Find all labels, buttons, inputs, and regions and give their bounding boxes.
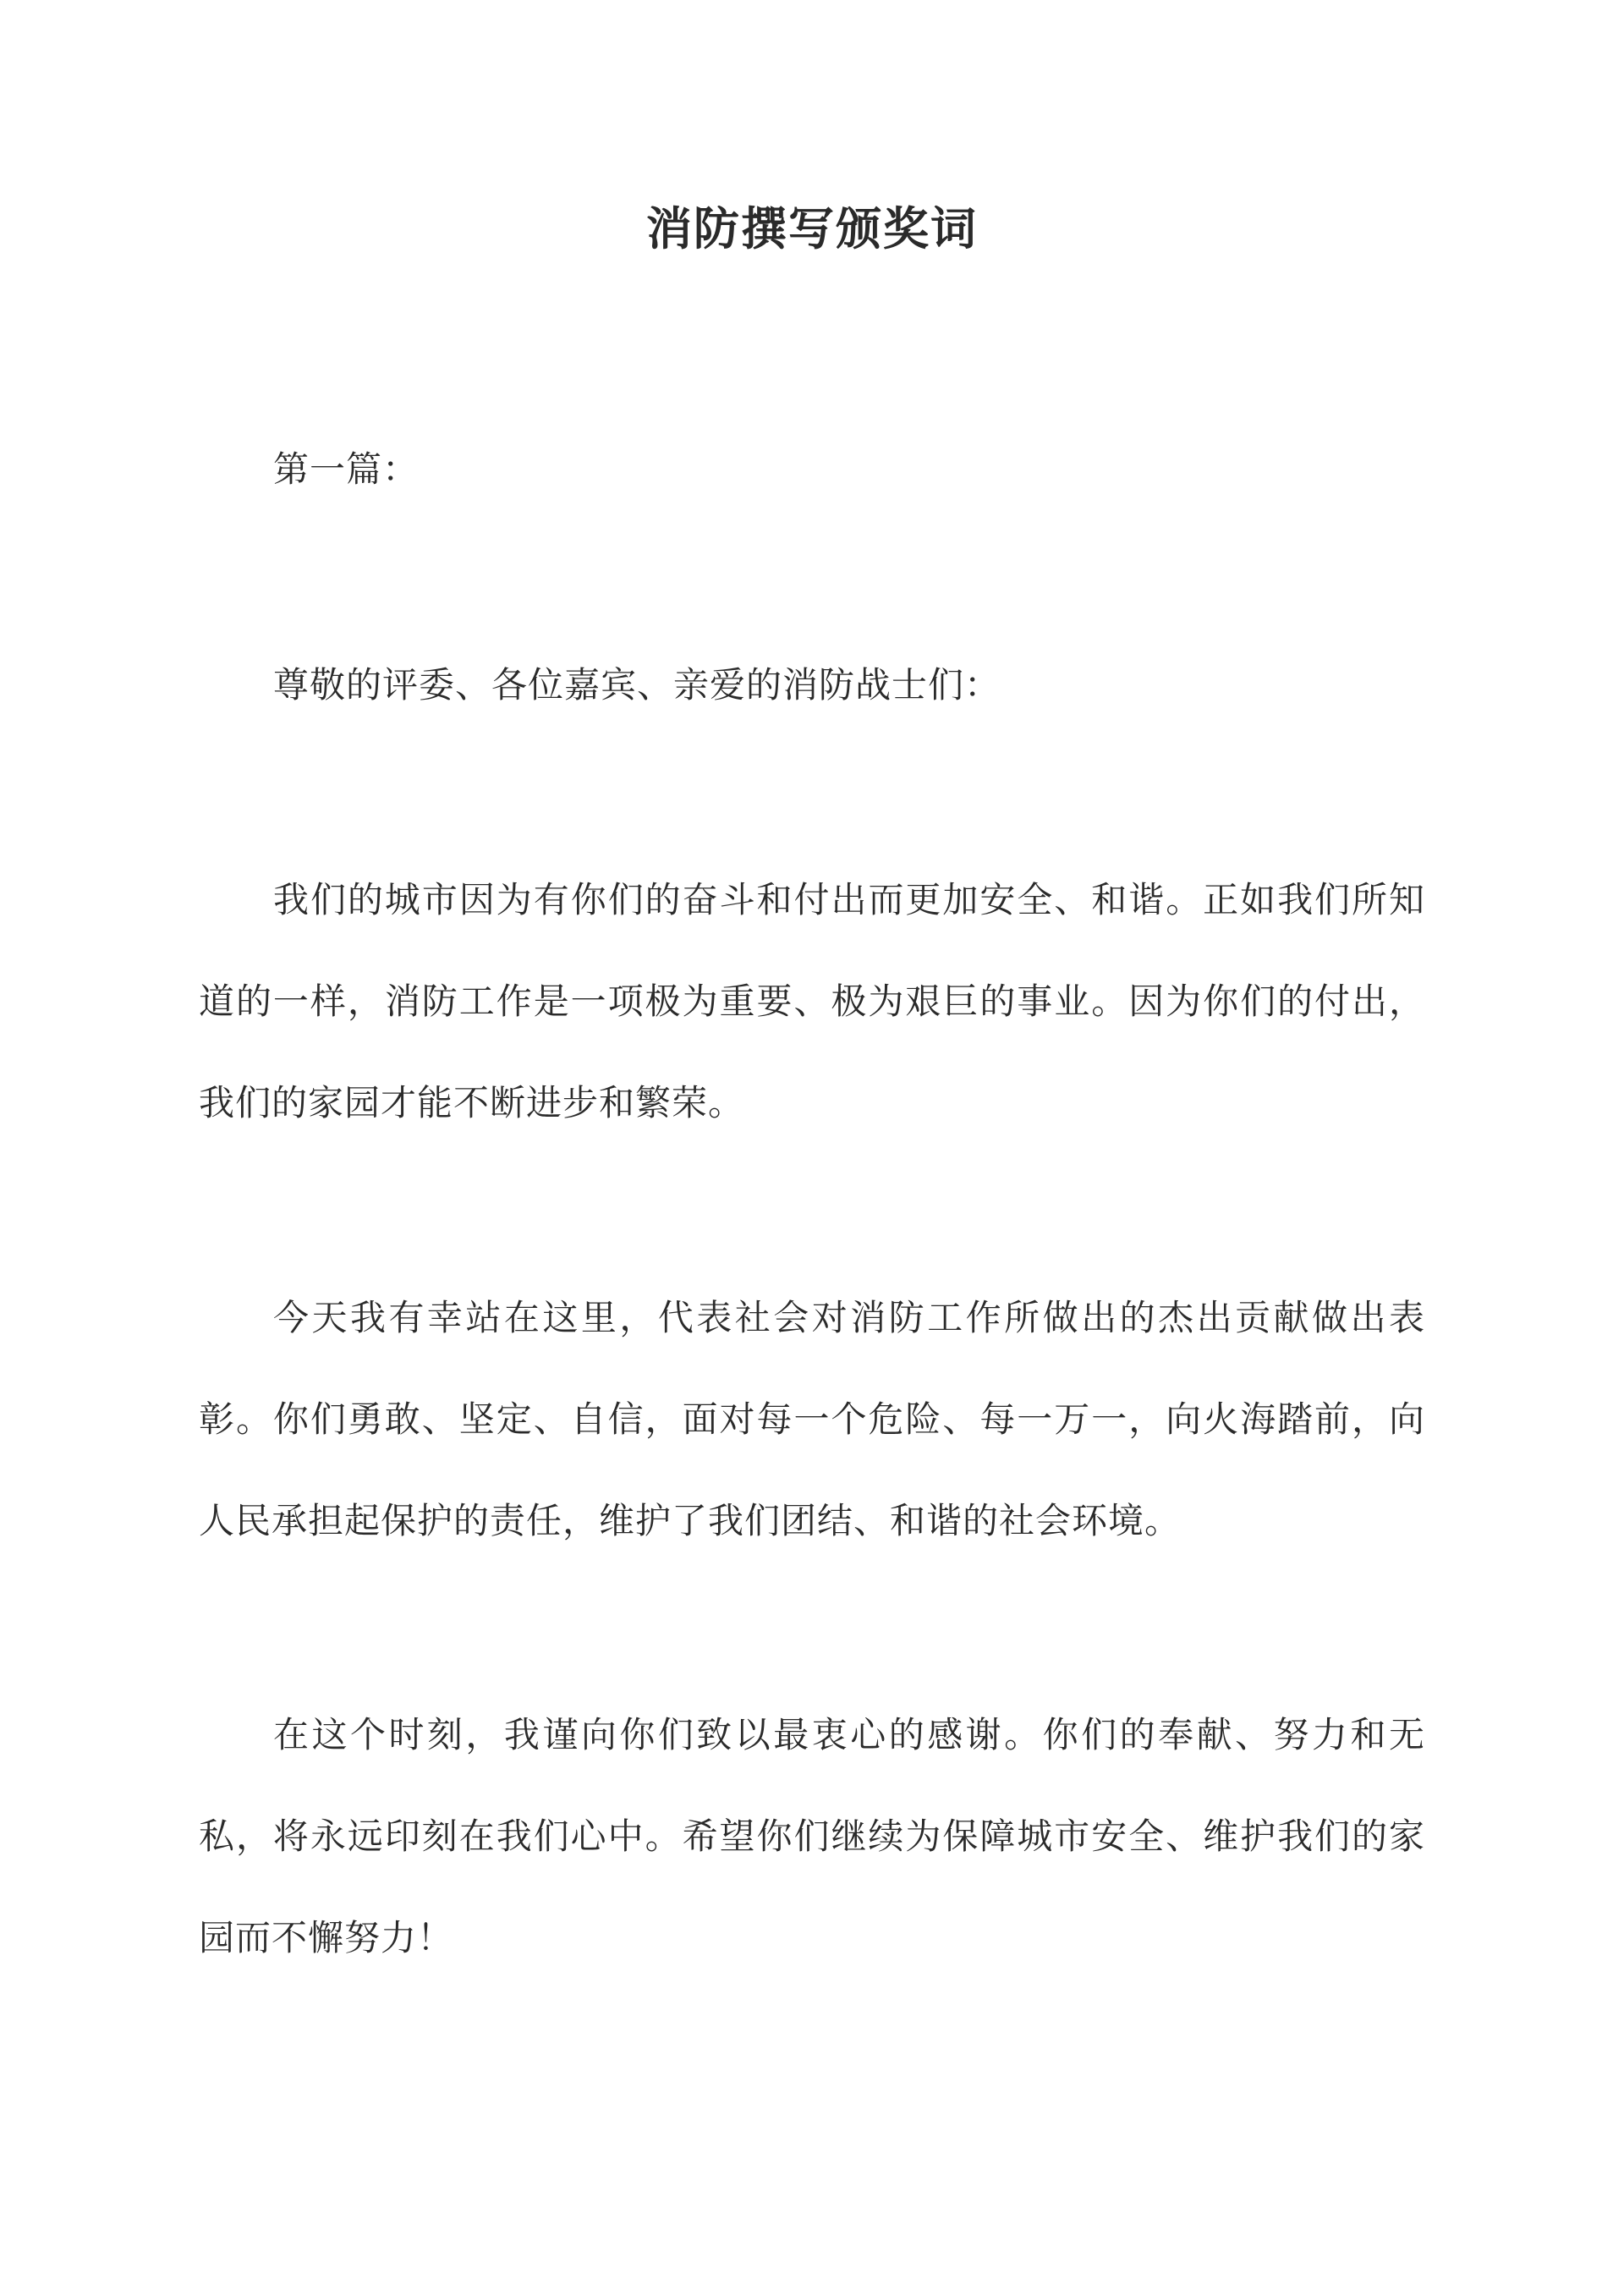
salutation: 尊敬的评委、各位嘉宾、亲爱的消防战士们： — [273, 664, 1001, 706]
section-heading: 第一篇： — [273, 448, 420, 490]
body-paragraph: 我们的城市因为有你们的奋斗和付出而更加安全、和谐。正如我们所知道的一样，消防工作是一项极为重要、极为艰巨的事业。因为你们的付出，我们的家园才能不断进步和繁荣。 — [199, 879, 1425, 1123]
document-title: 消防撰写颁奖词 — [646, 201, 978, 255]
body-paragraph: 今天我有幸站在这里，代表社会对消防工作所做出的杰出贡献做出表彰。你们勇敢、坚定、自信，面对每一个危险、每一万一，向火海踏前，向人民承担起保护的责任，维护了我们团结、和谐的社会环境。 — [199, 1297, 1425, 1541]
body-paragraph: 在这个时刻，我谨向你们致以最衷心的感谢。你们的奉献、努力和无私，将永远印刻在我们心中。希望你们继续为保障城市安全、维护我们的家园而不懈努力！ — [199, 1714, 1425, 1958]
